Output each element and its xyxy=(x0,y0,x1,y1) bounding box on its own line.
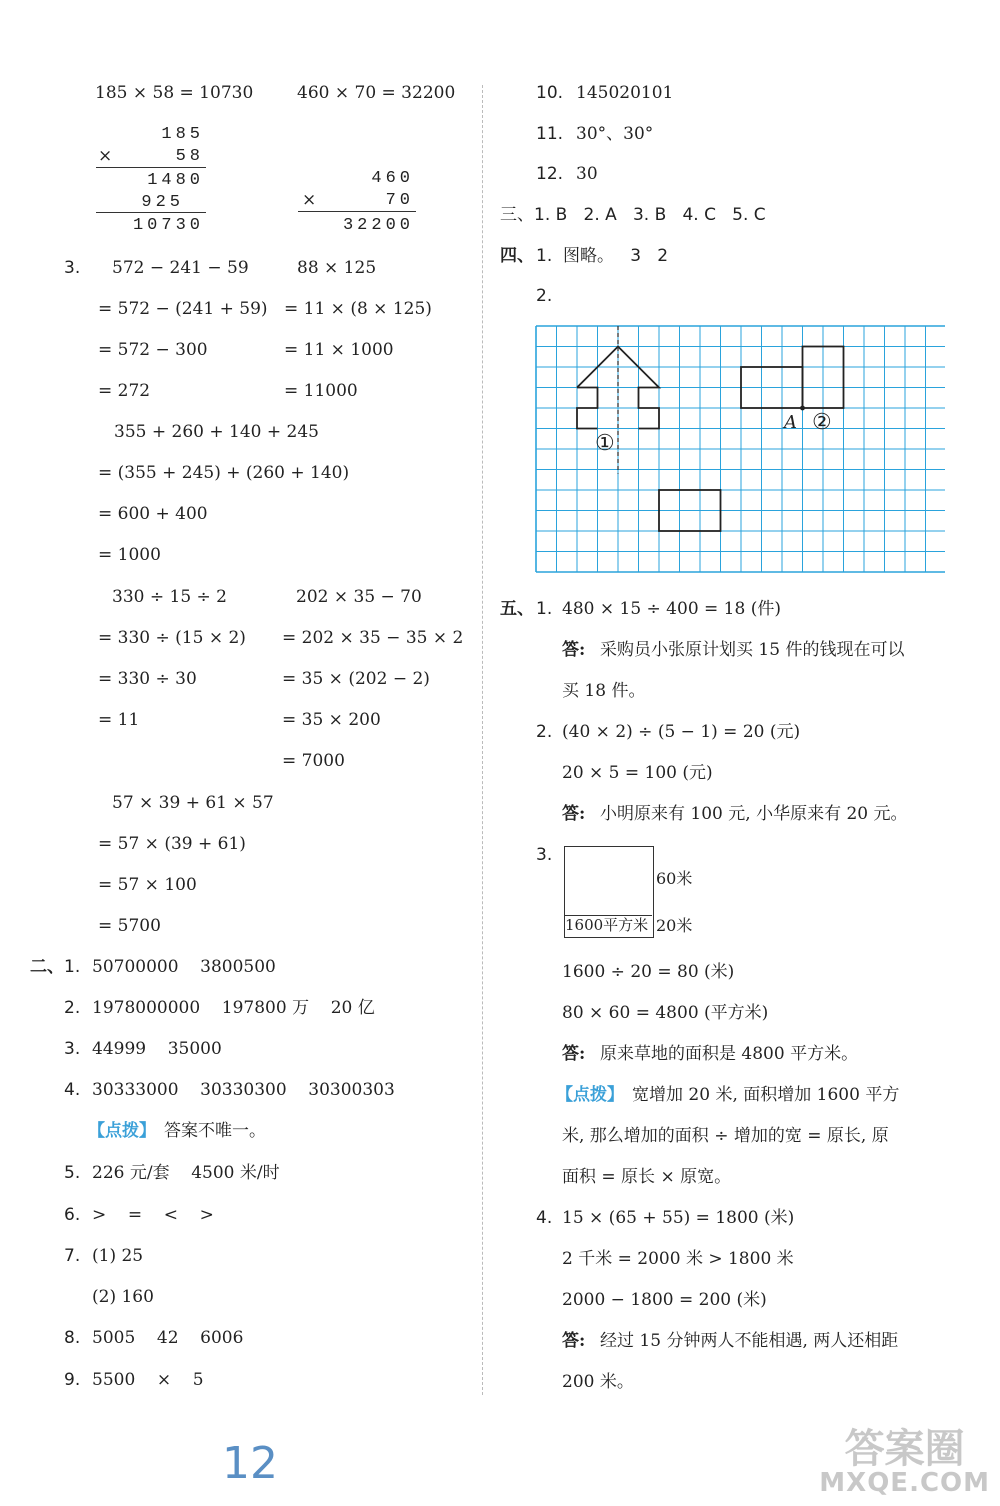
q4-answer-label: 答: xyxy=(562,1331,586,1351)
vm1-result: 10730 xyxy=(132,216,204,235)
calc5-line3: = 35 × (202 − 2) xyxy=(282,669,430,689)
calc6-line2: = 57 × (39 + 61) xyxy=(98,834,246,854)
sec2-item1-num: 1. xyxy=(64,957,81,977)
q2-equation-1: (40 × 2) ÷ (5 − 1) = 20 (元) xyxy=(562,722,801,742)
r12-text: 30 xyxy=(576,164,598,184)
tip-text-left: 答案不唯一。 xyxy=(164,1121,266,1141)
sec2-item9: 5500 × 5 xyxy=(92,1370,204,1390)
q1-answer-1: 采购员小张原计划买 15 件的钱现在可以 xyxy=(600,640,905,660)
watermark-logo xyxy=(819,1426,990,1499)
label-20m: 20米 xyxy=(656,916,693,935)
vm1-mul: 58 xyxy=(175,147,204,166)
sec2-item7-1: (1) 25 xyxy=(92,1246,144,1266)
vm1-p2: 925 xyxy=(141,193,184,212)
q2-answer: 小明原来有 100 元, 小华原来有 20 元。 xyxy=(600,804,908,824)
q4-equation-2: 2 千米 = 2000 米 > 1800 米 xyxy=(562,1249,794,1269)
circle-label-2: ② xyxy=(812,410,832,435)
handwritten-page-number: 12 xyxy=(222,1438,278,1489)
r12-num: 12. xyxy=(536,164,564,184)
circle-label-1: ① xyxy=(595,431,615,456)
top-eq-1: 185 × 58 = 10730 xyxy=(95,83,254,103)
r10-num: 10. xyxy=(536,83,564,103)
r10-text: 145020101 xyxy=(576,83,674,103)
calc4-line1: 330 ÷ 15 ÷ 2 xyxy=(112,587,227,607)
sec5-label: 五、 xyxy=(500,599,534,619)
vm2-rule xyxy=(298,211,416,212)
q3-equation-2: 80 × 60 = 4800 (平方米) xyxy=(562,1003,769,1023)
sec4-item2: 2. xyxy=(536,286,553,306)
label-area: 1600平方米 xyxy=(565,916,649,934)
watermark-main: 答案圈 xyxy=(844,1426,965,1473)
calc5-line5: = 7000 xyxy=(282,751,345,771)
tip-label-left: 【点拨】 xyxy=(88,1121,156,1141)
calc3-line4: = 1000 xyxy=(98,545,161,565)
calc6-line1: 57 × 39 + 61 × 57 xyxy=(112,793,274,813)
calc4-line3: = 330 ÷ 30 xyxy=(98,669,197,689)
q4-num: 4. xyxy=(536,1208,553,1228)
house-left-half xyxy=(577,388,598,429)
q1-answer-2: 买 18 件。 xyxy=(562,681,646,701)
label-60m: 60米 xyxy=(656,869,693,888)
calc3-line1: 355 + 260 + 140 + 245 xyxy=(114,422,319,442)
column-divider xyxy=(482,85,483,1395)
calc1-line3: = 572 − 300 xyxy=(98,340,208,360)
sec2-item3-num: 3. xyxy=(64,1039,81,1059)
sec2-item5-num: 5. xyxy=(64,1163,81,1183)
q1-answer-label: 答: xyxy=(562,640,586,660)
sec2-item4: 30333000 30330300 30300303 xyxy=(92,1080,395,1100)
q4-equation-1: 15 × (65 + 55) = 1800 (米) xyxy=(562,1208,795,1228)
sec4-label: 四、 xyxy=(500,246,534,266)
point-a-label: A xyxy=(784,412,797,433)
sec2-item8-num: 8. xyxy=(64,1328,81,1348)
sec2-item5: 226 元/套 4500 米/时 xyxy=(92,1163,280,1183)
calc4-line2: = 330 ÷ (15 × 2) xyxy=(98,628,246,648)
vm2-result: 32200 xyxy=(342,216,414,235)
q3-answer-label: 答: xyxy=(562,1044,586,1064)
tip-label-right: 【点拨】 xyxy=(556,1085,624,1105)
calc5-line4: = 35 × 200 xyxy=(282,710,381,730)
calc3-line3: = 600 + 400 xyxy=(98,504,208,524)
q4-answer-1: 经过 15 分钟两人不能相遇, 两人还相距 xyxy=(600,1331,899,1351)
sec2-item1: 50700000 3800500 xyxy=(92,957,276,977)
calc2-line2: = 11 × (8 × 125) xyxy=(284,299,432,319)
vm1-p1: 1480 xyxy=(147,171,204,190)
q3-tip-2: 米, 那么增加的面积 ÷ 增加的宽 = 原长, 原 xyxy=(562,1126,889,1146)
sec2-item8: 5005 42 6006 xyxy=(92,1328,244,1348)
q4-answer-2: 200 米。 xyxy=(562,1372,634,1392)
vm2-mul: 70 xyxy=(385,191,414,210)
q3-number: 3. xyxy=(64,258,81,278)
q1-num: 1. xyxy=(536,599,553,619)
q4-equation-3: 2000 − 1800 = 200 (米) xyxy=(562,1290,767,1310)
sec2-item6-num: 6. xyxy=(64,1205,81,1225)
vm1-rule-1 xyxy=(96,167,206,168)
vm1-sign: × xyxy=(98,146,113,166)
q1-equation: 480 × 15 ÷ 400 = 18 (件) xyxy=(562,599,781,619)
sec2-item2-num: 2. xyxy=(64,998,81,1018)
point-a xyxy=(800,406,805,411)
sec2-item3: 44999 35000 xyxy=(92,1039,222,1059)
sec2-item7-num: 7. xyxy=(64,1246,81,1266)
r11-text: 30°、30° xyxy=(576,124,654,144)
calc6-line4: = 5700 xyxy=(98,916,161,936)
calc6-line3: = 57 × 100 xyxy=(98,875,197,895)
calc3-line2: = (355 + 245) + (260 + 140) xyxy=(98,463,350,483)
sec3-answers: 三、1. B 2. A 3. B 4. C 5. C xyxy=(500,205,766,225)
calc1-line1: 572 − 241 − 59 xyxy=(112,258,249,278)
sec2-item9-num: 9. xyxy=(64,1370,81,1390)
q3-equation-1: 1600 ÷ 20 = 80 (米) xyxy=(562,962,735,982)
vm1-top: 185 xyxy=(161,125,204,144)
calc2-line1: 88 × 125 xyxy=(297,258,377,278)
sec2-item7-2: (2) 160 xyxy=(92,1287,154,1307)
sec2-item4-num: 4. xyxy=(64,1080,81,1100)
calc1-line4: = 272 xyxy=(98,381,151,401)
vm2-top: 460 xyxy=(371,169,414,188)
calc2-line4: = 11000 xyxy=(284,381,358,401)
q3-tip-1: 宽增加 20 米, 面积增加 1600 平方 xyxy=(632,1085,900,1105)
sec4-item1: 1. 图略。 3 2 xyxy=(536,246,669,266)
calc4-line4: = 11 xyxy=(98,710,140,730)
q3-num-right: 3. xyxy=(536,845,553,865)
watermark-url: MXQE.COM xyxy=(819,1468,990,1499)
calc2-line3: = 11 × 1000 xyxy=(284,340,394,360)
vm1-rule-2 xyxy=(96,212,206,213)
sec2-item2: 1978000000 197800 万 20 亿 xyxy=(92,998,375,1018)
q3-tip-3: 面积 = 原长 × 原宽。 xyxy=(562,1167,732,1187)
q3-answer: 原来草地的面积是 4800 平方米。 xyxy=(600,1044,859,1064)
top-eq-2: 460 × 70 = 32200 xyxy=(297,83,456,103)
calc5-line2: = 202 × 35 − 35 × 2 xyxy=(282,628,464,648)
q2-answer-label: 答: xyxy=(562,804,586,824)
calc5-line1: 202 × 35 − 70 xyxy=(296,587,422,607)
r11-num: 11. xyxy=(536,124,564,144)
q2-num: 2. xyxy=(536,722,553,742)
vm2-sign: × xyxy=(302,190,317,210)
q2-equation-2: 20 × 5 = 100 (元) xyxy=(562,763,713,783)
calc1-line2: = 572 − (241 + 59) xyxy=(98,299,268,319)
sec2-item6: > = < > xyxy=(92,1205,214,1225)
sec2-label: 二、 xyxy=(30,957,64,977)
